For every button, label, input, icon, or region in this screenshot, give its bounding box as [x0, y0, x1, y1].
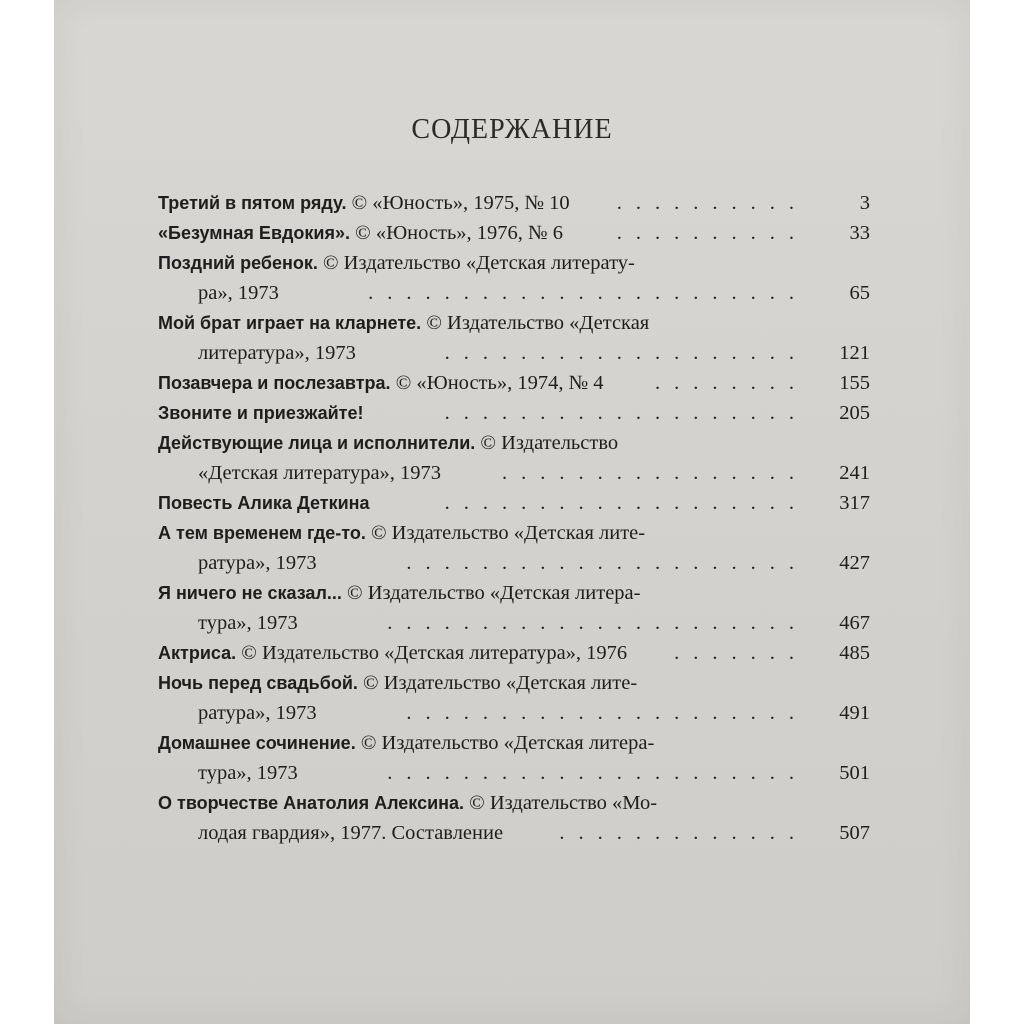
- toc-entry-title: Позавчера и послезавтра.: [158, 373, 391, 393]
- toc-entry-line: [158, 698, 870, 728]
- toc-entry-source: © Издательство «Мо-: [464, 792, 658, 814]
- toc-entry-title: Звоните и приезжайте!: [158, 403, 364, 423]
- toc-entry: [158, 728, 870, 788]
- toc-entry: [158, 518, 870, 578]
- toc-entry: [158, 248, 870, 308]
- leader-dots: ..........: [616, 192, 808, 214]
- toc-page-number: 3: [859, 192, 870, 214]
- toc-entry: [158, 398, 870, 428]
- toc-page-number: 467: [839, 612, 870, 634]
- toc-entry-line: [158, 218, 870, 248]
- toc-entry-source: © Издательство «Детская литерату-: [317, 252, 635, 274]
- toc-entry-line: [158, 308, 870, 338]
- toc-entry-line: [158, 248, 870, 278]
- toc-entry-source: © «Юность», 1974, № 4: [390, 372, 604, 394]
- toc-entry-title: Поздний ребенок.: [158, 253, 318, 273]
- toc-entry-title: Ночь перед свадьбой.: [158, 673, 358, 693]
- toc-entry-line: [158, 428, 870, 458]
- toc-page-number: 427: [839, 552, 870, 574]
- toc-entry-line: [158, 608, 870, 638]
- toc-entry-source: © Издательство «Детская литера-: [341, 582, 641, 604]
- toc-page-number: 491: [839, 702, 870, 724]
- toc-page-number: 317: [839, 492, 870, 514]
- toc-entry: [158, 638, 870, 668]
- toc-entry-title: Мой брат играет на кларнете.: [158, 313, 422, 333]
- leader-dots: .....................: [406, 702, 808, 724]
- toc-entry: [158, 308, 870, 368]
- toc-entry-line: [158, 788, 870, 818]
- leader-dots: ..........: [616, 222, 808, 244]
- toc-entry-source: © Издательство «Детская литература», 1976: [236, 642, 628, 664]
- toc-entry-source: © «Юность», 1976, № 6: [350, 222, 563, 244]
- toc-entry-line: [158, 668, 870, 698]
- toc-entry-title: Я ничего не сказал...: [158, 583, 342, 603]
- toc-entry-line: [158, 578, 870, 608]
- toc-page-number: 155: [839, 372, 870, 394]
- toc-entry: [158, 668, 870, 728]
- toc-entry: [158, 368, 870, 398]
- toc-entry-source-cont: лодая гвардия», 1977. Составление: [198, 822, 504, 844]
- toc-entry-title: А тем временем где-то.: [158, 523, 366, 543]
- toc-entry-line: [158, 728, 870, 758]
- toc-entry: [158, 428, 870, 488]
- toc-entry-line: [158, 518, 870, 548]
- toc-page-number: 205: [839, 402, 870, 424]
- table-of-contents: [158, 188, 870, 848]
- toc-entry-line: [158, 188, 870, 218]
- leader-dots: ...................: [444, 402, 808, 424]
- toc-entry-source-cont: тура», 1973: [198, 762, 298, 784]
- toc-page-number: 241: [839, 462, 870, 484]
- toc-entry-source-cont: литература», 1973: [198, 342, 356, 364]
- contents-title: СОДЕРЖАНИЕ: [411, 114, 613, 145]
- toc-entry-line: [158, 278, 870, 308]
- toc-entry-source-cont: тура», 1973: [198, 612, 298, 634]
- toc-entry: [158, 218, 870, 248]
- toc-entry-source-cont: ратура», 1973: [198, 552, 317, 574]
- toc-entry-line: [158, 818, 870, 848]
- toc-entry-source: © Издательство: [475, 432, 619, 454]
- toc-page-number: 33: [849, 222, 870, 244]
- toc-page-number: 507: [839, 822, 870, 844]
- toc-page-number: 65: [849, 282, 870, 304]
- toc-entry-line: [158, 758, 870, 788]
- toc-entry-title: Домашнее сочинение.: [158, 733, 356, 753]
- toc-entry: [158, 578, 870, 638]
- toc-page-number: 485: [839, 642, 870, 664]
- leader-dots: .............: [559, 822, 808, 844]
- toc-entry-title: Повесть Алика Деткина: [158, 493, 370, 513]
- toc-entry-line: [158, 638, 870, 668]
- toc-entry-source: © Издательство «Детская лите-: [357, 672, 638, 694]
- toc-entry-source: © Издательство «Детская: [421, 312, 650, 334]
- toc-entry-line: [158, 458, 870, 488]
- toc-entry-title: Третий в пятом ряду.: [158, 193, 347, 213]
- leader-dots: .....................: [406, 552, 808, 574]
- toc-entry-line: [158, 368, 870, 398]
- toc-entry-source-cont: «Детская литература», 1973: [198, 462, 442, 484]
- toc-entry: [158, 788, 870, 848]
- leader-dots: ...................: [444, 342, 808, 364]
- toc-entry-source: © Издательство «Детская лите-: [365, 522, 646, 544]
- leader-dots: ......................: [387, 762, 808, 784]
- toc-entry-source-cont: ратура», 1973: [198, 702, 317, 724]
- toc-entry-source-cont: ра», 1973: [198, 282, 279, 304]
- toc-entry: [158, 188, 870, 218]
- leader-dots: .......................: [368, 282, 808, 304]
- toc-entry-title: «Безумная Евдокия».: [158, 223, 351, 243]
- leader-dots: ...................: [444, 492, 808, 514]
- toc-entry-line: [158, 548, 870, 578]
- toc-entry: [158, 488, 870, 518]
- leader-dots: ........: [655, 372, 808, 394]
- toc-entry-line: [158, 488, 870, 518]
- leader-dots: .......: [674, 642, 808, 664]
- leader-dots: ......................: [387, 612, 808, 634]
- leader-dots: ................: [502, 462, 808, 484]
- toc-page-number: 121: [839, 342, 870, 364]
- toc-entry-title: Актриса.: [158, 643, 237, 663]
- toc-entry-source: © Издательство «Детская литера-: [355, 732, 655, 754]
- toc-entry-line: [158, 338, 870, 368]
- toc-entry-title: Действующие лица и исполнители.: [158, 433, 476, 453]
- toc-entry-line: [158, 398, 870, 428]
- toc-page-number: 501: [839, 762, 870, 784]
- toc-entry-title: О творчестве Анатолия Алексина.: [158, 793, 465, 813]
- toc-entry-source: © «Юность», 1975, № 10: [346, 192, 570, 214]
